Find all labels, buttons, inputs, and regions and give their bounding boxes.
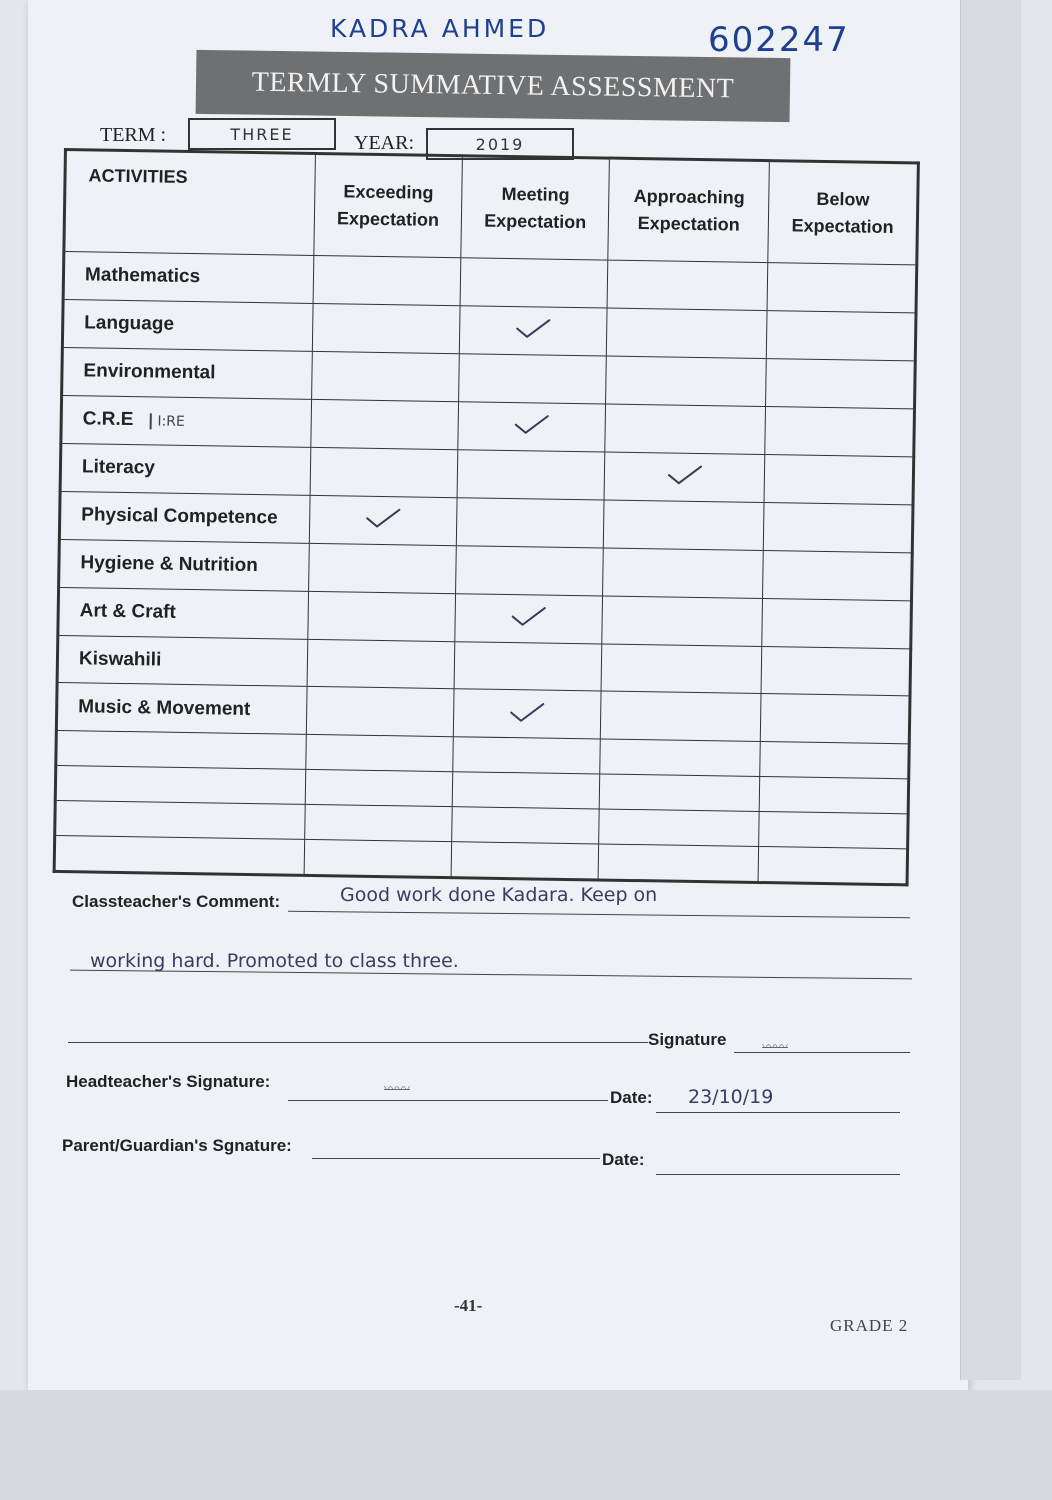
classteacher-comment-line-2: working hard. Promoted to class three. xyxy=(90,950,459,972)
rating-cell-approaching[interactable] xyxy=(606,356,767,406)
rating-cell-below[interactable] xyxy=(767,311,916,361)
comment-line-3 xyxy=(68,1042,648,1043)
activity-label: Literacy xyxy=(60,443,311,495)
classteacher-signature: 〰〰 xyxy=(762,1040,789,1055)
activity-note: I:RE xyxy=(149,414,185,431)
rating-cell-blank[interactable] xyxy=(599,809,760,846)
student-name: KADRA AHMED xyxy=(330,14,550,43)
rating-cell-exceeding[interactable] xyxy=(312,303,460,353)
headteacher-date-line xyxy=(656,1112,900,1113)
rating-cell-blank[interactable] xyxy=(304,839,452,877)
rating-cell-below[interactable] xyxy=(766,358,915,408)
rating-cell-exceeding[interactable] xyxy=(310,447,458,497)
checkmark-icon xyxy=(509,700,545,728)
rating-cell-approaching[interactable] xyxy=(607,308,768,358)
year-field[interactable]: 2019 xyxy=(426,128,574,160)
column-exceeding: Exceeding Expectation xyxy=(314,153,463,257)
activity-label: C.R.E I:RE xyxy=(61,395,312,447)
rating-cell-blank[interactable] xyxy=(451,842,599,880)
rating-cell-blank[interactable] xyxy=(305,804,453,841)
rating-cell-meeting[interactable] xyxy=(456,545,604,595)
rating-cell-approaching[interactable] xyxy=(604,452,765,502)
rating-cell-meeting[interactable] xyxy=(460,306,608,356)
rating-cell-exceeding[interactable] xyxy=(312,351,460,401)
rating-cell-blank[interactable] xyxy=(759,812,908,849)
year-label: YEAR: xyxy=(354,132,414,154)
rating-cell-approaching[interactable] xyxy=(603,548,764,598)
activity-label-blank xyxy=(54,835,305,875)
checkmark-icon xyxy=(365,506,401,534)
rating-cell-exceeding[interactable] xyxy=(309,543,457,593)
page-edge xyxy=(960,0,1021,1380)
rating-cell-meeting[interactable] xyxy=(457,449,605,499)
rating-cell-below[interactable] xyxy=(761,646,910,696)
rating-cell-blank[interactable] xyxy=(600,739,761,776)
background-surface xyxy=(0,1390,1052,1500)
headteacher-signature-label: Headteacher's Signature: xyxy=(66,1072,271,1091)
signature-line xyxy=(734,1052,910,1053)
rating-cell-blank[interactable] xyxy=(452,807,600,844)
comments-section xyxy=(60,880,920,1200)
rating-cell-meeting[interactable] xyxy=(455,593,603,643)
classteacher-comment-label: Classteacher's Comment: xyxy=(72,892,281,911)
rating-cell-approaching[interactable] xyxy=(601,691,762,741)
admission-number: 602247 xyxy=(708,20,850,60)
column-approaching: Approaching Expectation xyxy=(608,158,770,263)
rating-cell-meeting[interactable] xyxy=(454,641,602,691)
rating-cell-meeting[interactable] xyxy=(458,402,606,452)
rating-cell-approaching[interactable] xyxy=(607,260,768,310)
activity-label: Environmental xyxy=(62,347,313,399)
rating-cell-exceeding[interactable] xyxy=(311,399,459,449)
rating-cell-below[interactable] xyxy=(765,406,914,456)
activity-label-blank xyxy=(56,731,307,770)
column-meeting: Meeting Expectation xyxy=(461,156,610,260)
rating-cell-meeting[interactable] xyxy=(453,689,601,739)
rating-cell-below[interactable] xyxy=(762,598,911,648)
page-number: -41- xyxy=(454,1296,483,1315)
checkmark-icon xyxy=(515,317,551,345)
rating-cell-blank[interactable] xyxy=(600,774,761,811)
parent-date-line[interactable] xyxy=(656,1174,900,1175)
rating-cell-below[interactable] xyxy=(763,550,912,600)
rating-cell-meeting[interactable] xyxy=(456,497,604,547)
rating-cell-approaching[interactable] xyxy=(604,500,765,550)
rating-cell-meeting[interactable] xyxy=(459,354,607,404)
rating-cell-blank[interactable] xyxy=(760,742,909,779)
headteacher-date: 23/10/19 xyxy=(688,1086,774,1108)
rating-cell-blank[interactable] xyxy=(306,735,454,772)
activity-label: Music & Movement xyxy=(56,683,307,735)
rating-cell-exceeding[interactable] xyxy=(313,255,461,305)
rating-cell-approaching[interactable] xyxy=(605,404,766,454)
activity-label: Hygiene & Nutrition xyxy=(59,539,310,591)
term-field[interactable]: THREE xyxy=(188,118,336,150)
rating-cell-blank[interactable] xyxy=(452,772,600,809)
rating-cell-blank[interactable] xyxy=(453,737,601,774)
activity-label-blank xyxy=(55,766,306,805)
headteacher-signature: 〰〰 xyxy=(384,1082,411,1097)
signature-label: Signature xyxy=(648,1030,727,1049)
rating-cell-approaching[interactable] xyxy=(601,644,762,694)
activities-header: ACTIVITIES xyxy=(64,150,316,256)
rating-cell-approaching[interactable] xyxy=(602,596,763,646)
table-header-row xyxy=(64,150,918,265)
headteacher-date-label: Date: xyxy=(610,1088,653,1107)
grade-label: GRADE 2 xyxy=(830,1316,909,1335)
rating-cell-exceeding[interactable] xyxy=(308,591,456,641)
comment-line-1 xyxy=(288,911,910,919)
rating-cell-below[interactable] xyxy=(761,694,910,744)
rating-cell-exceeding[interactable] xyxy=(309,495,457,545)
checkmark-icon xyxy=(667,463,703,491)
rating-cell-blank[interactable] xyxy=(598,844,759,883)
term-label: TERM : xyxy=(100,124,167,146)
activity-label: Language xyxy=(62,299,313,351)
assessment-table xyxy=(53,148,920,886)
form-title: TERMLY SUMMATIVE ASSESSMENT xyxy=(196,50,791,122)
activity-label: Mathematics xyxy=(63,252,314,304)
checkmark-icon xyxy=(514,413,550,441)
parent-date-label: Date: xyxy=(602,1150,645,1169)
rating-cell-below[interactable] xyxy=(767,263,916,313)
activity-label: Kiswahili xyxy=(57,635,308,687)
parent-signature-label: Parent/Guardian's Sgnature: xyxy=(62,1136,292,1155)
rating-cell-below[interactable] xyxy=(764,454,913,504)
rating-cell-meeting[interactable] xyxy=(460,258,608,308)
rating-cell-blank[interactable] xyxy=(760,777,909,814)
activity-label-blank xyxy=(55,801,306,840)
classteacher-comment-line-1: Good work done Kadara. Keep on xyxy=(340,884,658,906)
rating-cell-below[interactable] xyxy=(764,502,913,552)
checkmark-icon xyxy=(511,605,547,633)
column-below: Below Expectation xyxy=(768,161,918,265)
headteacher-signature-line xyxy=(288,1100,608,1101)
activity-label: Art & Craft xyxy=(58,587,309,639)
rating-cell-exceeding[interactable] xyxy=(306,687,454,737)
activity-label: Physical Competence xyxy=(59,491,310,543)
rating-cell-exceeding[interactable] xyxy=(307,639,455,689)
rating-cell-blank[interactable] xyxy=(305,770,453,807)
parent-signature-line[interactable] xyxy=(312,1158,600,1159)
